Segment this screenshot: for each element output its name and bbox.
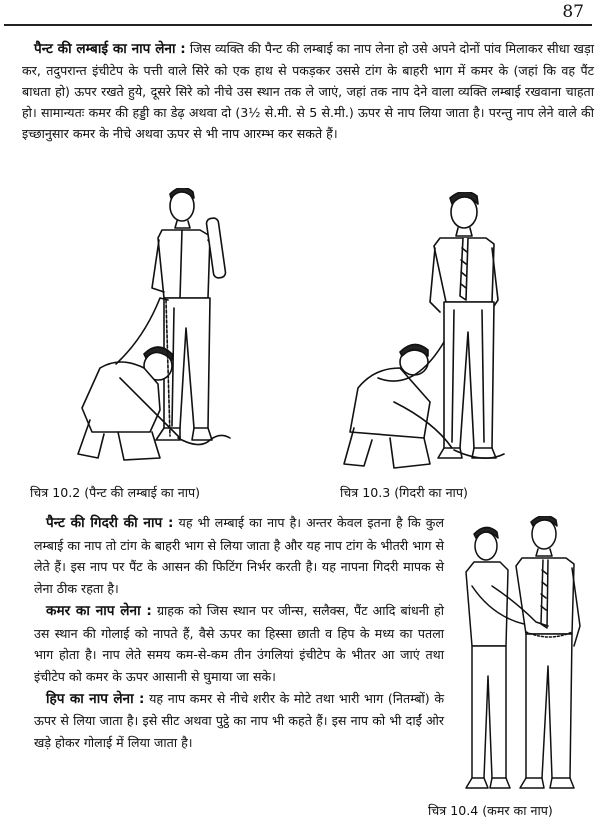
caption-figure-10-2: चित्र 10.2 (पैन्ट की लम्बाई का नाप) (30, 485, 201, 500)
text-gidri: यह भी लम्बाई का नाप है। अन्तर केवल इतना है कि कुल लम्बाई का नाप तो टांग के बाहरी भाग से लिया जाता है और यह नाप टांग के भीतरी भाग से लेते हैं। इस नाप पर पैंट के आसन की फिटिंग निर्भर करती है। यह नापना गिदरी मापक से लेना ठीक रहता है। (34, 515, 444, 597)
figure-10-2-illustration (60, 188, 260, 478)
heading-waist: कमर का नाप लेना : (46, 602, 152, 619)
heading-hip: हिप का नाप लेना : (46, 690, 145, 707)
text-hip: यह नाप कमर से नीचे शरीर के मोटे तथा भारी भाग (नितम्बों) के ऊपर से लिया जाता है। इसे सीट अथवा पुट्ठे का नाप भी कहते हैं। इस नाप को भी दाईं ओर खड़े होकर गोलाई में लिया जाता है। (34, 690, 444, 751)
text-column (34, 512, 444, 754)
paragraph-gidri (34, 512, 444, 600)
page-number: 87 (562, 2, 584, 22)
heading-gidri: पैन्ट की गिदरी की नाप : (46, 515, 174, 531)
caption-figure-10-3: चित्र 10.3 (गिदरी का नाप) (340, 485, 468, 500)
text-pant-length: जिस व्यक्ति की पैन्ट की लम्बाई का नाप लेना हो उसे अपने दोनों पांव मिलाकर सीधा खड़ा कर, तदुपरान्त इंचीटेप के पत्ती वाले सिरे को एक हाथ से पकड़कर उससे टांग के बाहरी भाग में कमर के (जहां कि वह पैंट बाधता हो) ऊपर रखते हुये, दूसरे सिरे को नीचे उस स्थान तक ले जाएं, जहां तक नाप देने वाला व्यक्ति लम्बाई रखवाना चाहता हो। सामान्यतः कमर की हड्डी का डेढ़ अथवा दो (3½ से.मी. से 5 से.मी.) ऊपर से नाप लिया जाता है। परन्तु नाप लेने वाले की इच्छानुसार कमर के नीचे अथवा ऊपर से भी नाप आरम्भ कर सकते हैं। (22, 41, 594, 141)
paragraph-pant-length (22, 38, 594, 144)
figure-10-4-illustration (452, 516, 592, 800)
paragraph-hip (34, 688, 444, 754)
header-rule (4, 24, 592, 26)
text-waist: ग्राहक को जिस स्थान पर जीन्स, सलैक्स, पैंट आदि बांधनी हो उस स्थान की गोलाई को नापते हैं, वैसे ऊपर का हिस्सा छाती व हिप के मध्य का पतला भाग होता है। नाप लेते समय कम-से-कम तीन उंगलियां इंचीटेप के भीतर आ जाएं तथा इंचीटेप को कमर के ऊपर आसानी से घुमाया जा सके। (34, 602, 445, 684)
caption-figure-10-4: चित्र 10.4 (कमर का नाप) (428, 803, 553, 818)
figure-10-3-illustration (334, 192, 534, 482)
paragraph-waist (34, 600, 444, 688)
heading-pant-length: पैन्ट की लम्बाई का नाप लेना : (34, 41, 186, 57)
